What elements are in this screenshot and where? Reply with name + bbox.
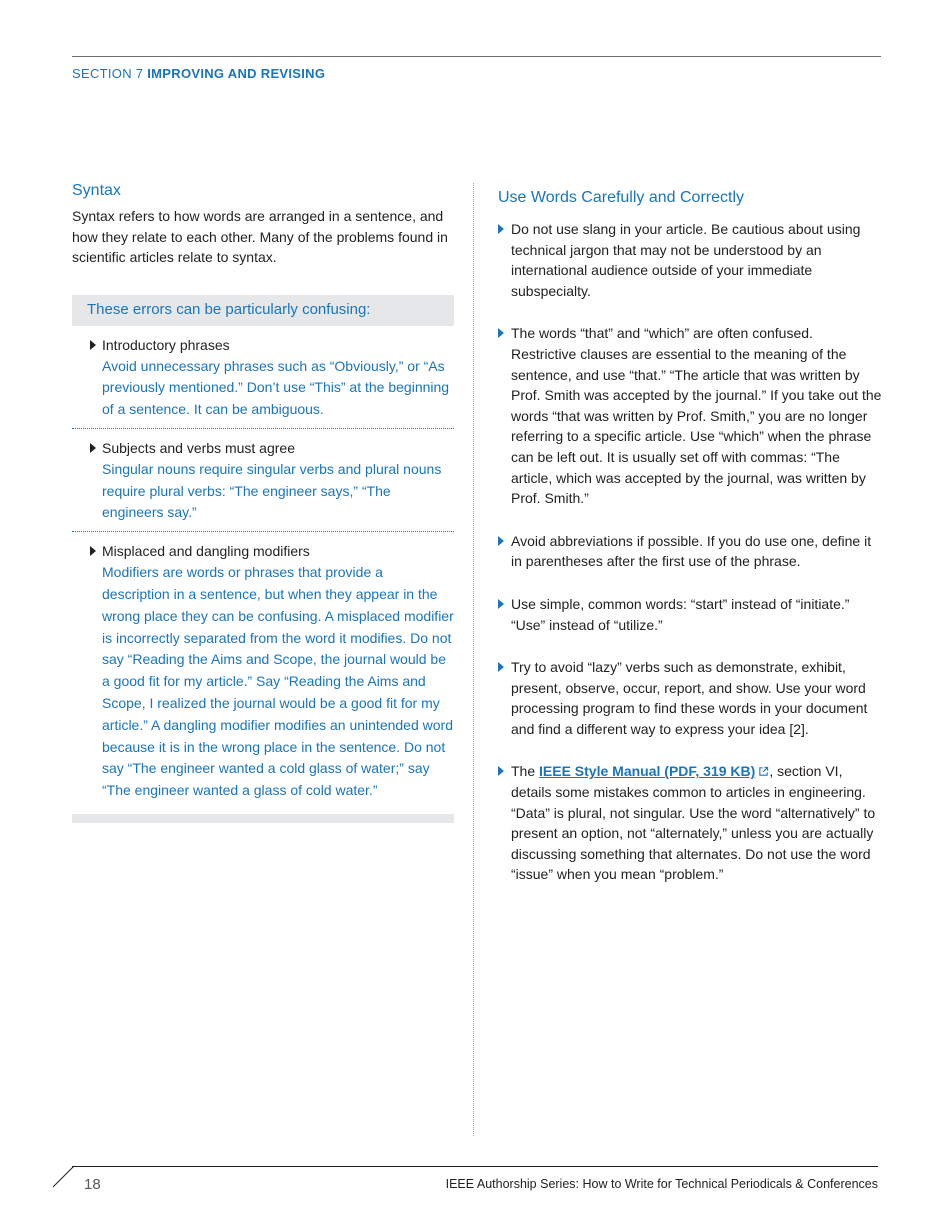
callout-header: These errors can be particularly confusing: — [72, 295, 454, 326]
callout-item-description: Modifiers are words or phrases that provide a description in a sentence, but when they appear in the wrong place they can be confusing. A misplaced modifier is incorrectly separated from the word it modifies. Do not say “Reading the Aims and Scope, the journal would be a good fit for my article.” Say “Reading the Aims and Scope, I realized the journal would be a good fit for my article.” A dangling modifier modifies an unintended word because it is in the wrong place in the sentence. Do not say “The engineer wanted a cold glass of water;” say “The engineer wanted a glass of cold water.” — [102, 564, 454, 799]
bullet-triangle-icon — [498, 761, 511, 885]
page-number: 18 — [84, 1176, 101, 1193]
section-label: SECTION 7 — [72, 66, 144, 81]
callout-footer-bar — [72, 814, 454, 823]
syntax-column — [72, 180, 454, 823]
callout-item-title: Subjects and verbs must agree — [102, 439, 295, 456]
words-list-item-style-manual: The IEEE Style Manual (PDF, 319 KB) , section VI, details some mistakes common to articles in engineering. “Data” is plural, not singular. Use the word “alternatively” to present an option, not “alternately,” unless you are actually discussing something that alternates. Do not use the word “issue” when you mean “problem.” — [498, 761, 882, 885]
bullet-triangle-icon — [498, 531, 511, 572]
words-list-item: Do not use slang in your article. Be cautious about using technical jargon that may not be understood by an international audience outside of your immediate subspecialty. — [498, 219, 882, 301]
bullet-triangle-icon — [498, 323, 511, 508]
bullet-triangle-icon — [498, 219, 511, 301]
bullet-triangle-icon — [90, 335, 102, 421]
bullet-triangle-icon — [498, 594, 511, 635]
section-header — [72, 66, 325, 81]
words-column — [498, 187, 882, 907]
words-list-item: Try to avoid “lazy” verbs such as demonstrate, exhibit, present, observe, occur, report, and show. Use your word processing program to find these words in your document and find a different way to express your idea [2]. — [498, 657, 882, 739]
footer-rule — [72, 1166, 878, 1167]
column-divider — [473, 183, 474, 1136]
callout-item-modifiers — [72, 532, 454, 814]
callout-item-title: Misplaced and dangling modifiers — [102, 543, 310, 560]
words-list — [498, 219, 882, 885]
callout-item-description: Avoid unnecessary phrases such as “Obviously,” or “As previously mentioned.” Don’t use “This” at the beginning of a sentence. It can be ambiguous. — [102, 357, 450, 418]
words-list-item: Use simple, common words: “start” instead of “initiate.” “Use” instead of “utilize.” — [498, 594, 882, 635]
footer-series-title: IEEE Authorship Series: How to Write for Technical Periodicals & Conferences — [445, 1177, 878, 1191]
callout-item-description: Singular nouns require singular verbs and plural nouns require plural verbs: “The engineer says,” “The engineers say.” — [102, 460, 442, 521]
callout-item-introductory-phrases — [72, 326, 454, 429]
header-rule — [72, 56, 881, 57]
words-heading: Use Words Carefully and Correctly — [498, 189, 745, 206]
external-link-icon[interactable] — [758, 766, 769, 777]
bullet-triangle-icon — [90, 541, 102, 802]
syntax-heading: Syntax — [72, 182, 121, 199]
ieee-style-manual-link[interactable]: IEEE Style Manual (PDF, 319 KB) — [539, 763, 756, 780]
section-title: IMPROVING AND REVISING — [147, 66, 326, 81]
bullet-triangle-icon — [498, 657, 511, 739]
footer-corner-slash — [52, 1166, 74, 1188]
words-list-item: The words “that” and “which” are often confused. Restrictive clauses are essential to the meaning of the sentence, and use “that.” “The article that was written by Prof. Smith was accepted by the journal.” If you take out the words “that was written by Prof. Smith,” you are no longer referring to a specific article. Use “which” when the phrase can be left out. It is usually set off with commas: “The article, which was accepted by the journal, was written by Prof. Smith.” — [498, 323, 882, 508]
callout-item-subject-verb-agreement — [72, 429, 454, 532]
errors-callout — [72, 295, 454, 824]
syntax-intro: Syntax refers to how words are arranged in a sentence, and how they relate to each other. Many of the problems found in scientific articles relate to syntax. — [72, 208, 448, 265]
words-list-item: Avoid abbreviations if possible. If you do use one, define it in parentheses after the first use of the phrase. — [498, 531, 882, 572]
callout-item-title: Introductory phrases — [102, 336, 230, 353]
bullet-triangle-icon — [90, 438, 102, 524]
callout-list — [72, 326, 454, 815]
